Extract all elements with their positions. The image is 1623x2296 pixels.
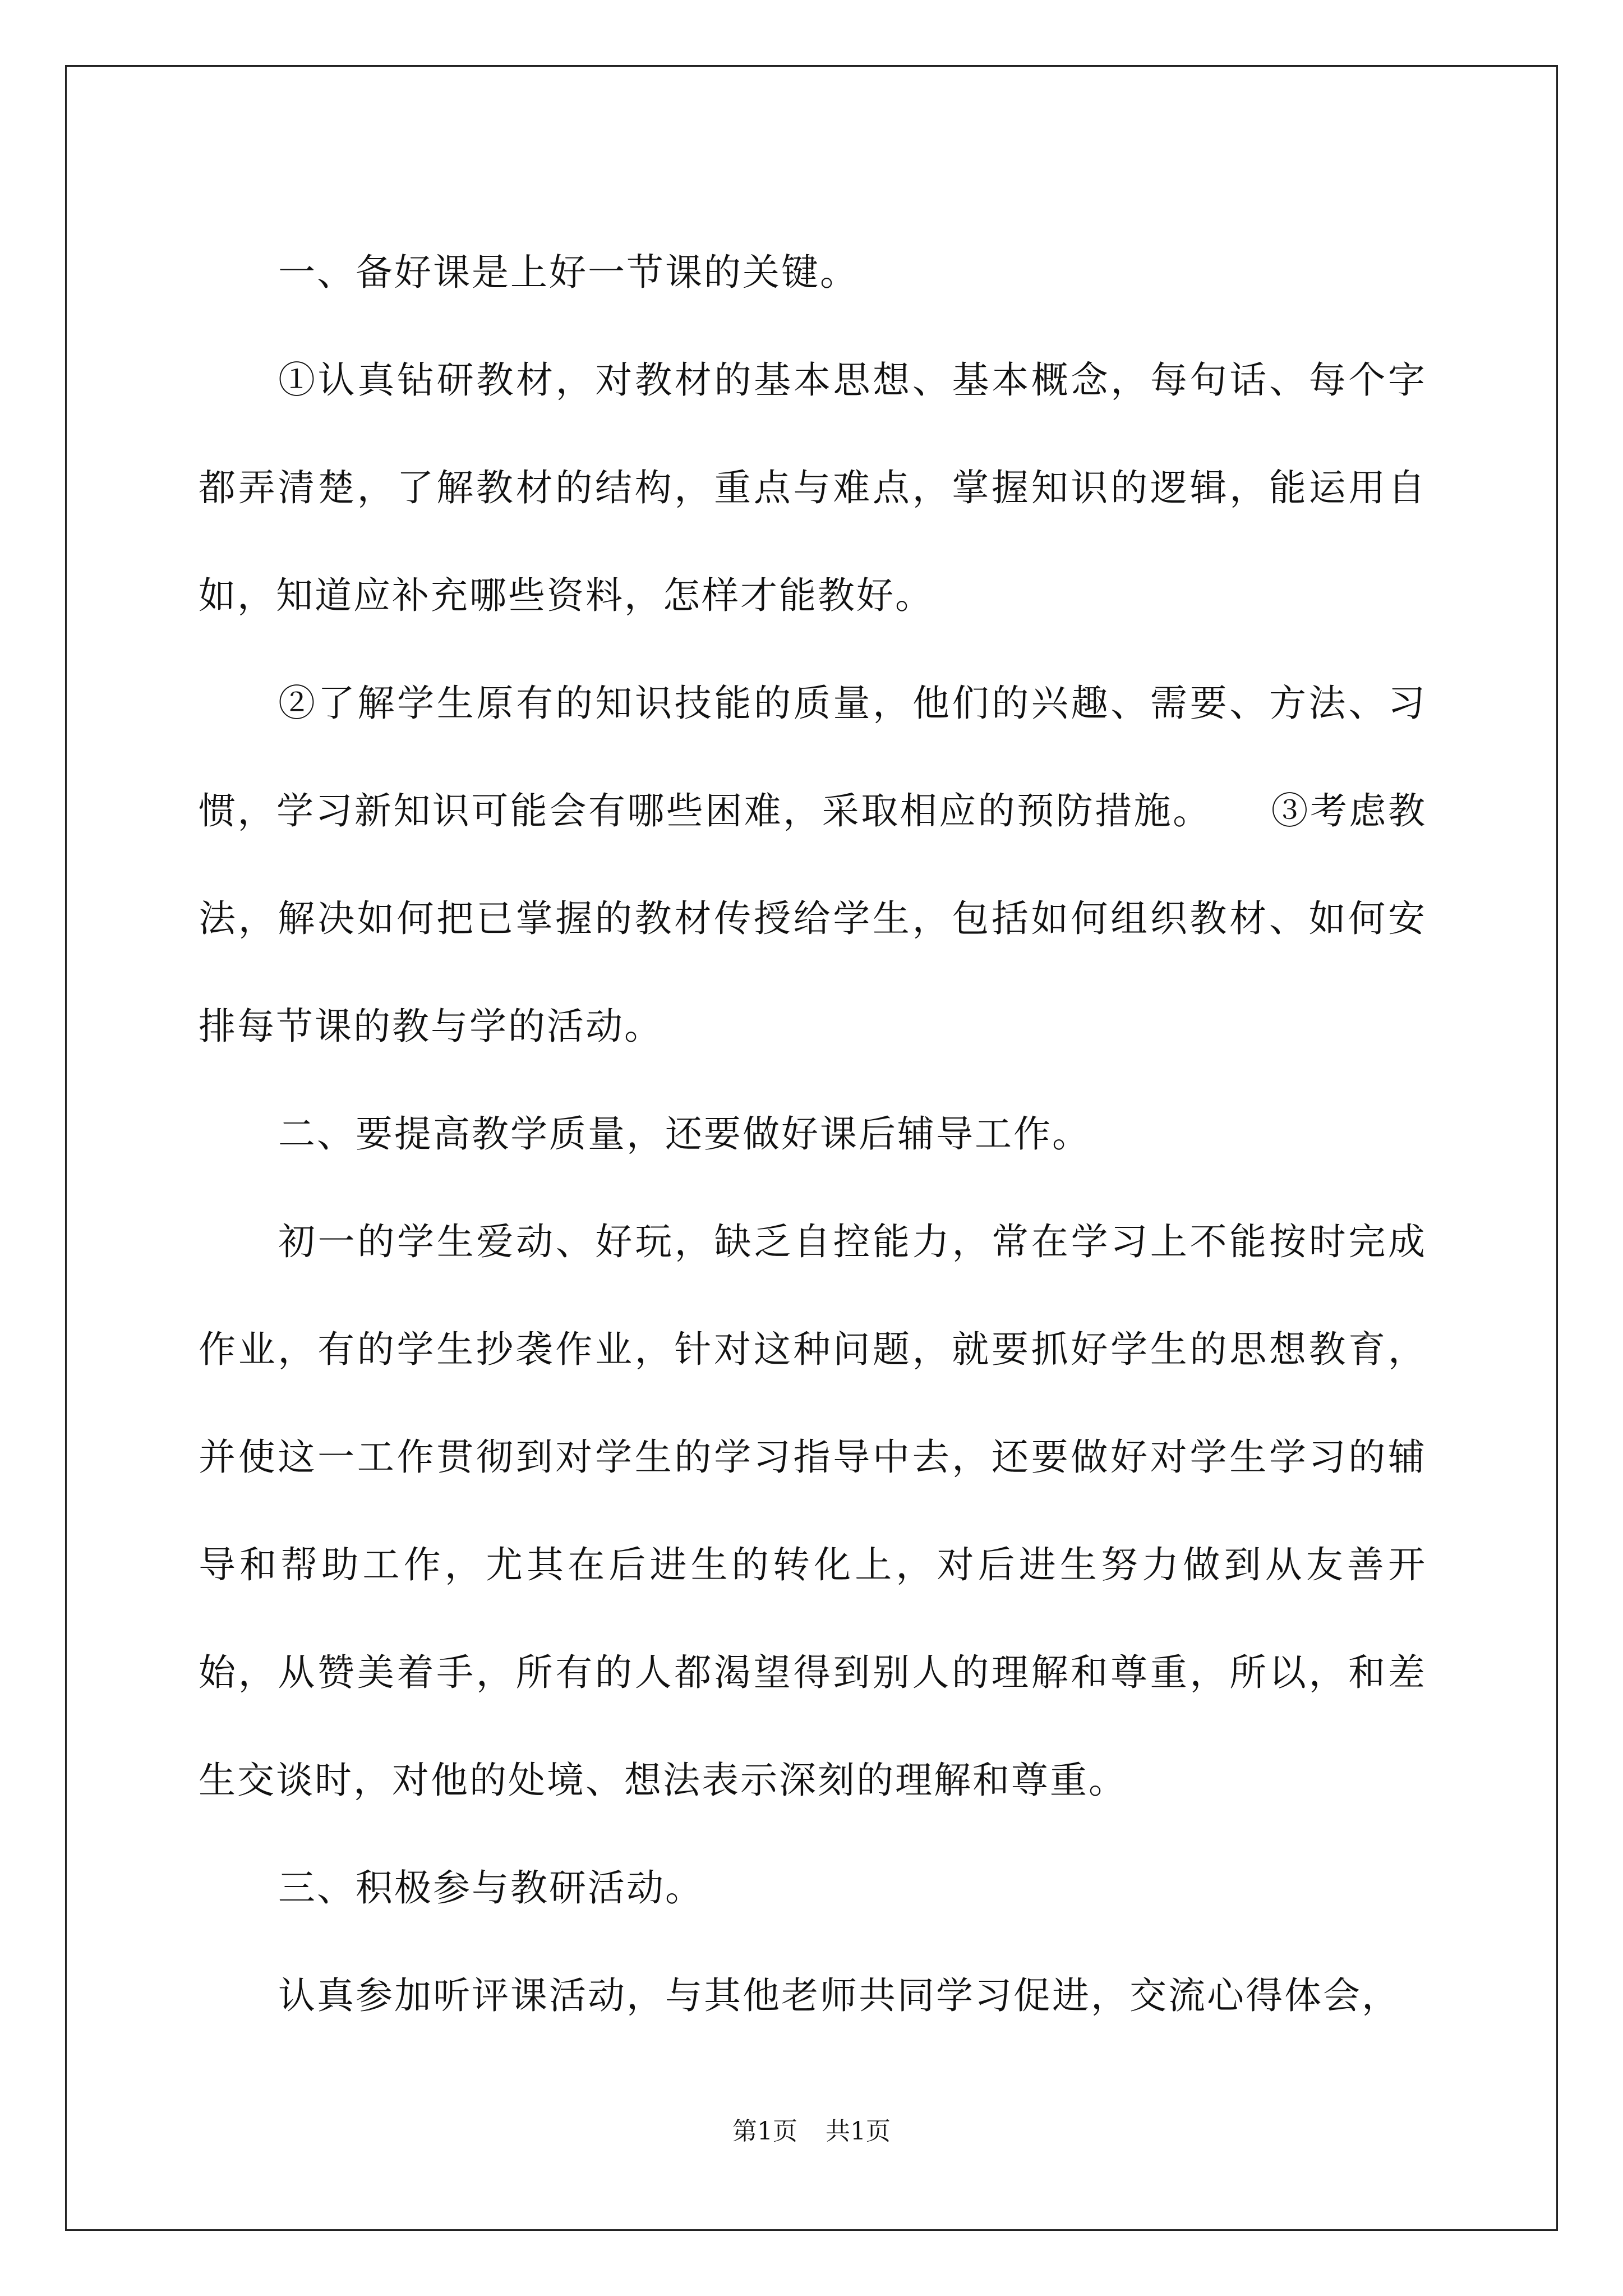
document-body [199,219,1427,2050]
page-number-total: 共1页 [826,2117,891,2146]
paragraph-heading-1: 一、备好课是上好一节课的关键。 [278,251,859,294]
paragraph-4: 认真参加听评课活动，与其他老师共同学习促进，交流心得体会， [278,1974,1400,2017]
page-footer [0,2115,1623,2148]
paragraph-heading-2: 二、要提高教学质量，还要做好课后辅导工作。 [278,1112,1091,1156]
paragraph-2: ②了解学生原有的知识技能的质量，他们的兴趣、需要、方法、习惯，学习新知识可能会有哪些困难，采取相应的预防措施。 ③考虑教法，解决如何把已掌握的教材传授给学生，包括如何组织教材、如何安排每节课的教与学的活动。 [199,682,1427,1048]
paragraph-3: 初一的学生爱动、好玩，缺乏自控能力，常在学习上不能按时完成作业，有的学生抄袭作业，针对这种问题，就要抓好学生的思想教育，并使这一工作贯彻到对学生的学习指导中去，还要做好对学生学习的辅导和帮助工作，尤其在后进生的转化上，对后进生努力做到从友善开始，从赞美着手，所有的人都渴望得到别人的理解和尊重，所以，和差生交谈时，对他的处境、想法表示深刻的理解和尊重。 [199,1220,1427,1802]
paragraph-heading-3: 三、积极参与教研活动。 [278,1866,704,1910]
page-number-current: 第1页 [732,2117,797,2146]
paragraph-1: ①认真钻研教材，对教材的基本思想、基本概念，每句话、每个字都弄清楚，了解教材的结构，重点与难点，掌握知识的逻辑，能运用自如，知道应补充哪些资料，怎样才能教好。 [199,358,1427,617]
